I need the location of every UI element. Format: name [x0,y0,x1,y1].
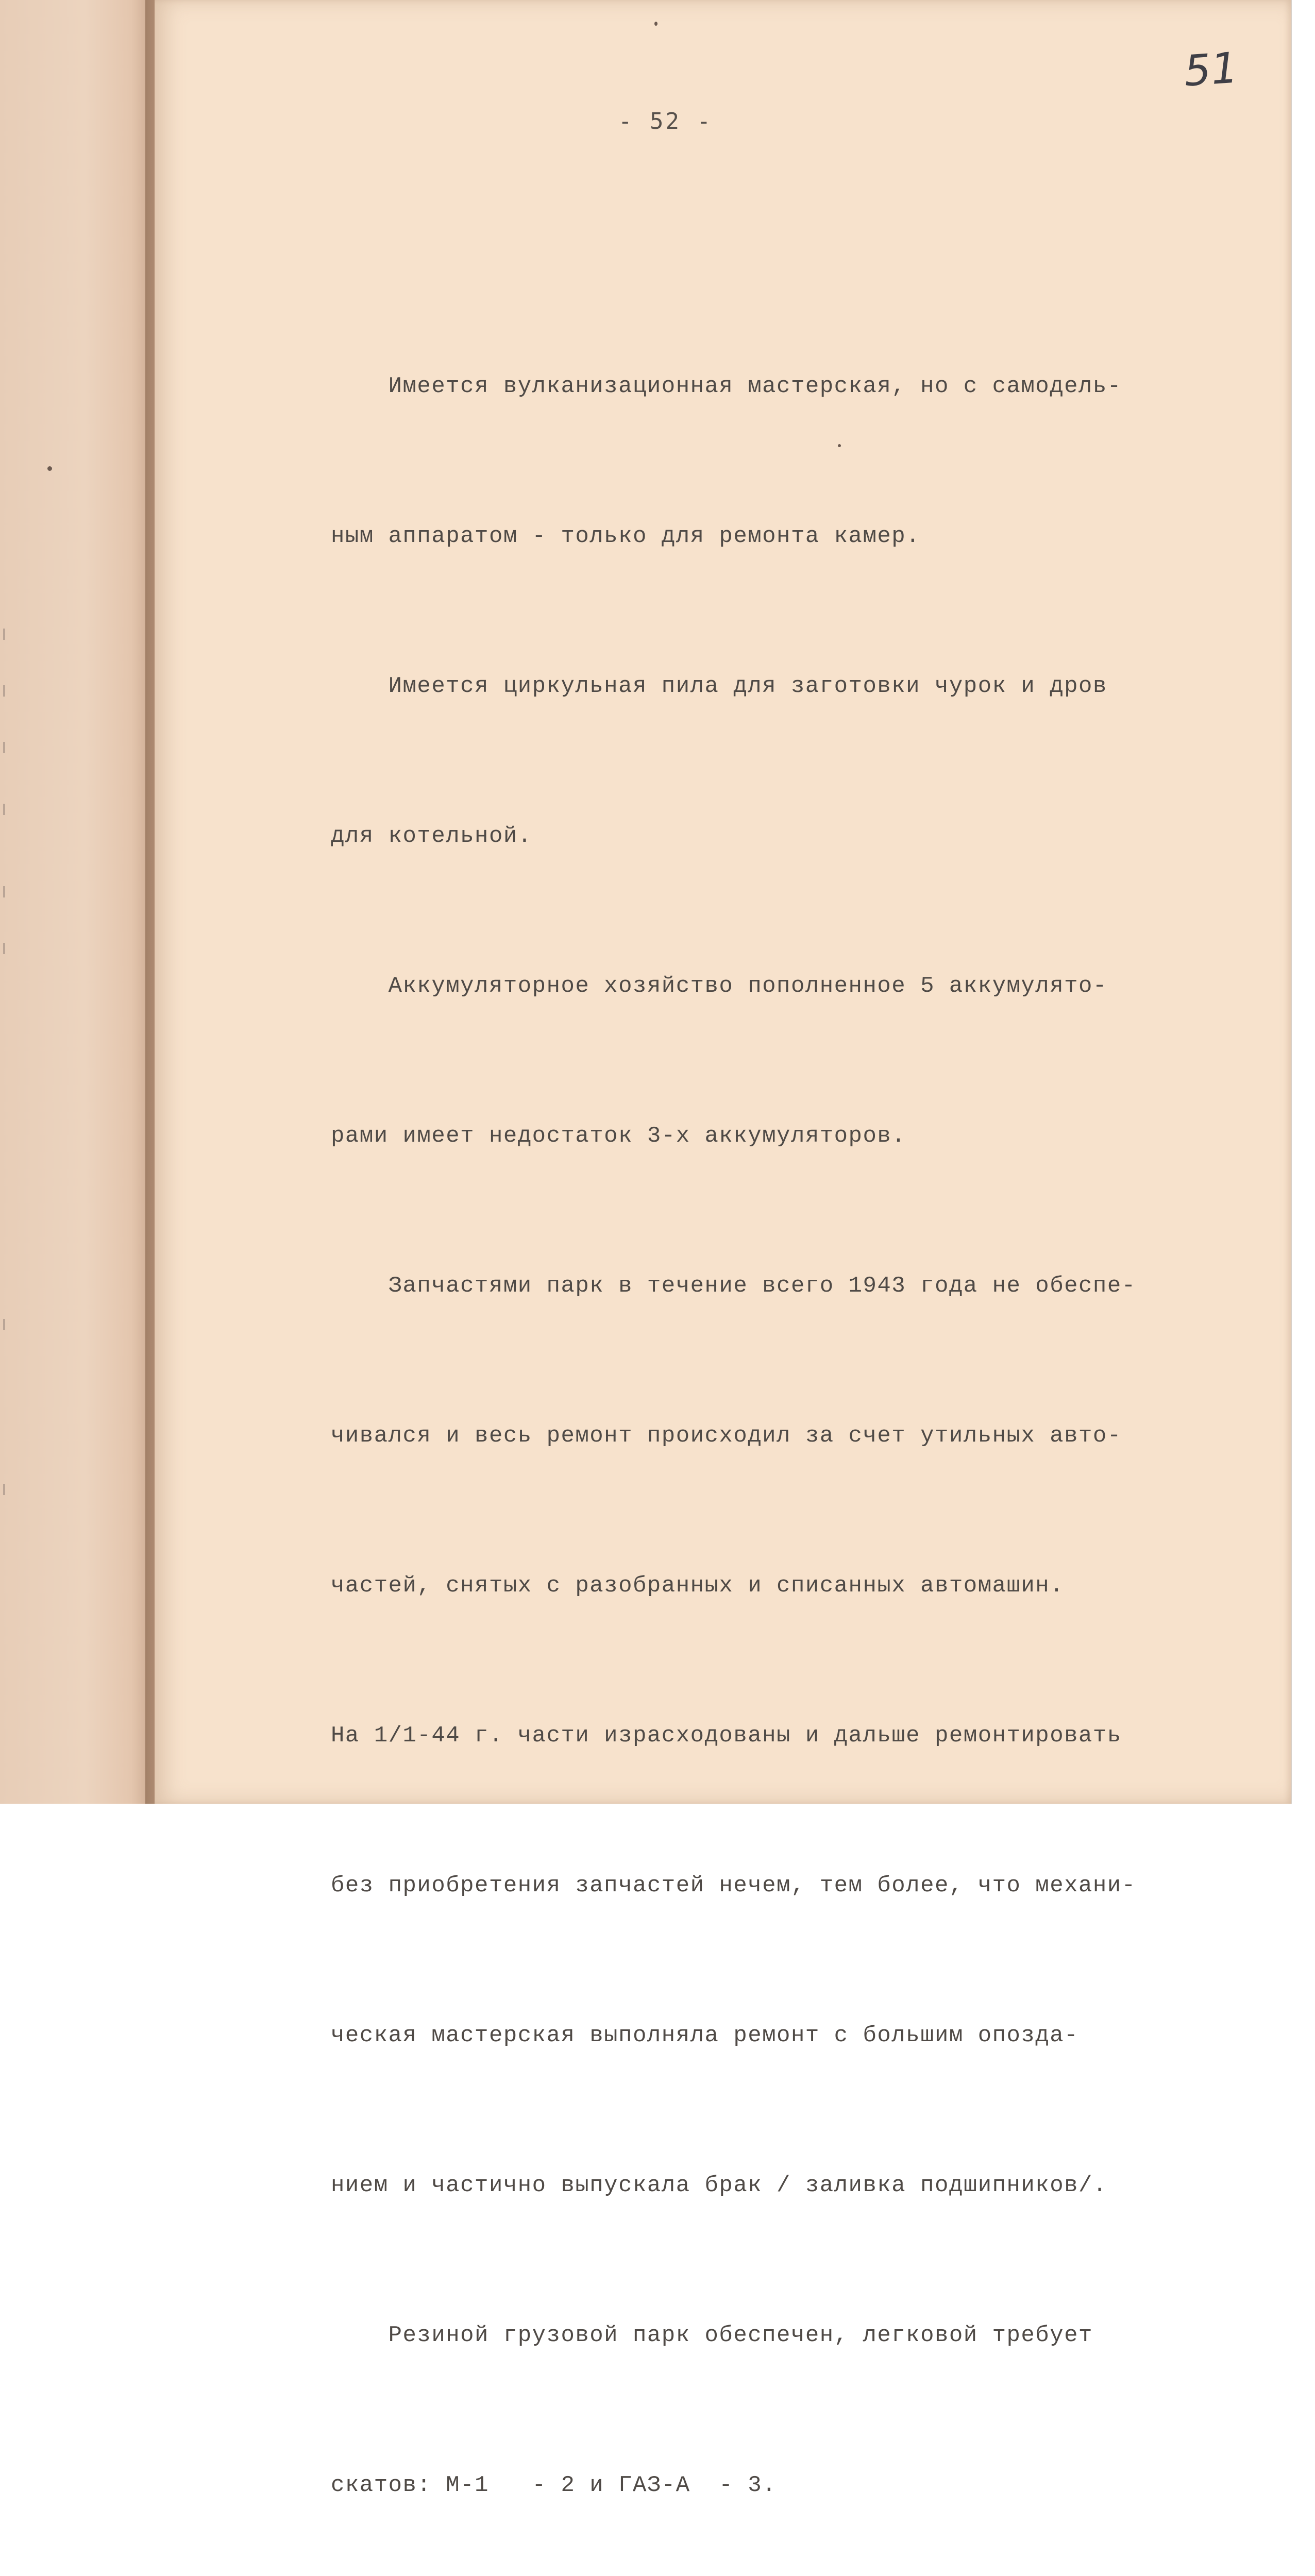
text-line: Имеется циркульная пила для заготовки чурок и дров [331,673,1107,699]
scan-border [1291,0,1315,1804]
left-page-edge [0,0,155,1804]
page-number: - 52 - [618,108,713,134]
paper-speck [47,466,52,471]
text-line: Резиной грузовой парк обеспечен, легковой требует [331,2323,1093,2348]
text-line: нием и частично выпускала брак / заливка подшипников/. [331,2173,1107,2198]
margin-mark [3,886,5,897]
margin-mark [3,804,5,815]
text-line: рами имеет недостаток 3-х аккумуляторов. [331,1123,906,1149]
text-line: без приобретения запчастей нечем, тем более, что механи- [331,1873,1136,1899]
text-line: На 1/1-44 г. части израсходованы и дальше ремонтировать [331,1723,1122,1749]
text-line: чивался и весь ремонт происходил за счет утильных авто- [331,1423,1122,1449]
text-line: скатов: М-1 - 2 и ГАЗ-А - 3. [331,2472,777,2498]
margin-mark [3,629,5,640]
paper-speck [654,22,658,26]
margin-mark [3,1319,5,1330]
text-line: Аккумуляторное хозяйство пополненное 5 аккумулято- [331,973,1107,999]
text-line: ческая мастерская выполняла ремонт с большим опозда- [331,2023,1079,2048]
typewritten-body [331,262,1274,2576]
text-line: для котельной. [331,823,532,849]
text-line: ным аппаратом - только для ремонта камер. [331,523,921,549]
margin-mark [3,742,5,753]
text-line: частей, снятых с разобранных и списанных автомашин. [331,1573,1065,1599]
text-line: Имеется вулканизационная мастерская, но с самодель- [331,374,1122,399]
margin-mark [3,943,5,954]
archive-folio-number: 51 [1182,43,1240,96]
margin-mark [3,685,5,697]
margin-mark [3,1484,5,1495]
text-line: Запчастями парк в течение всего 1943 года не обеспе- [331,1273,1136,1299]
